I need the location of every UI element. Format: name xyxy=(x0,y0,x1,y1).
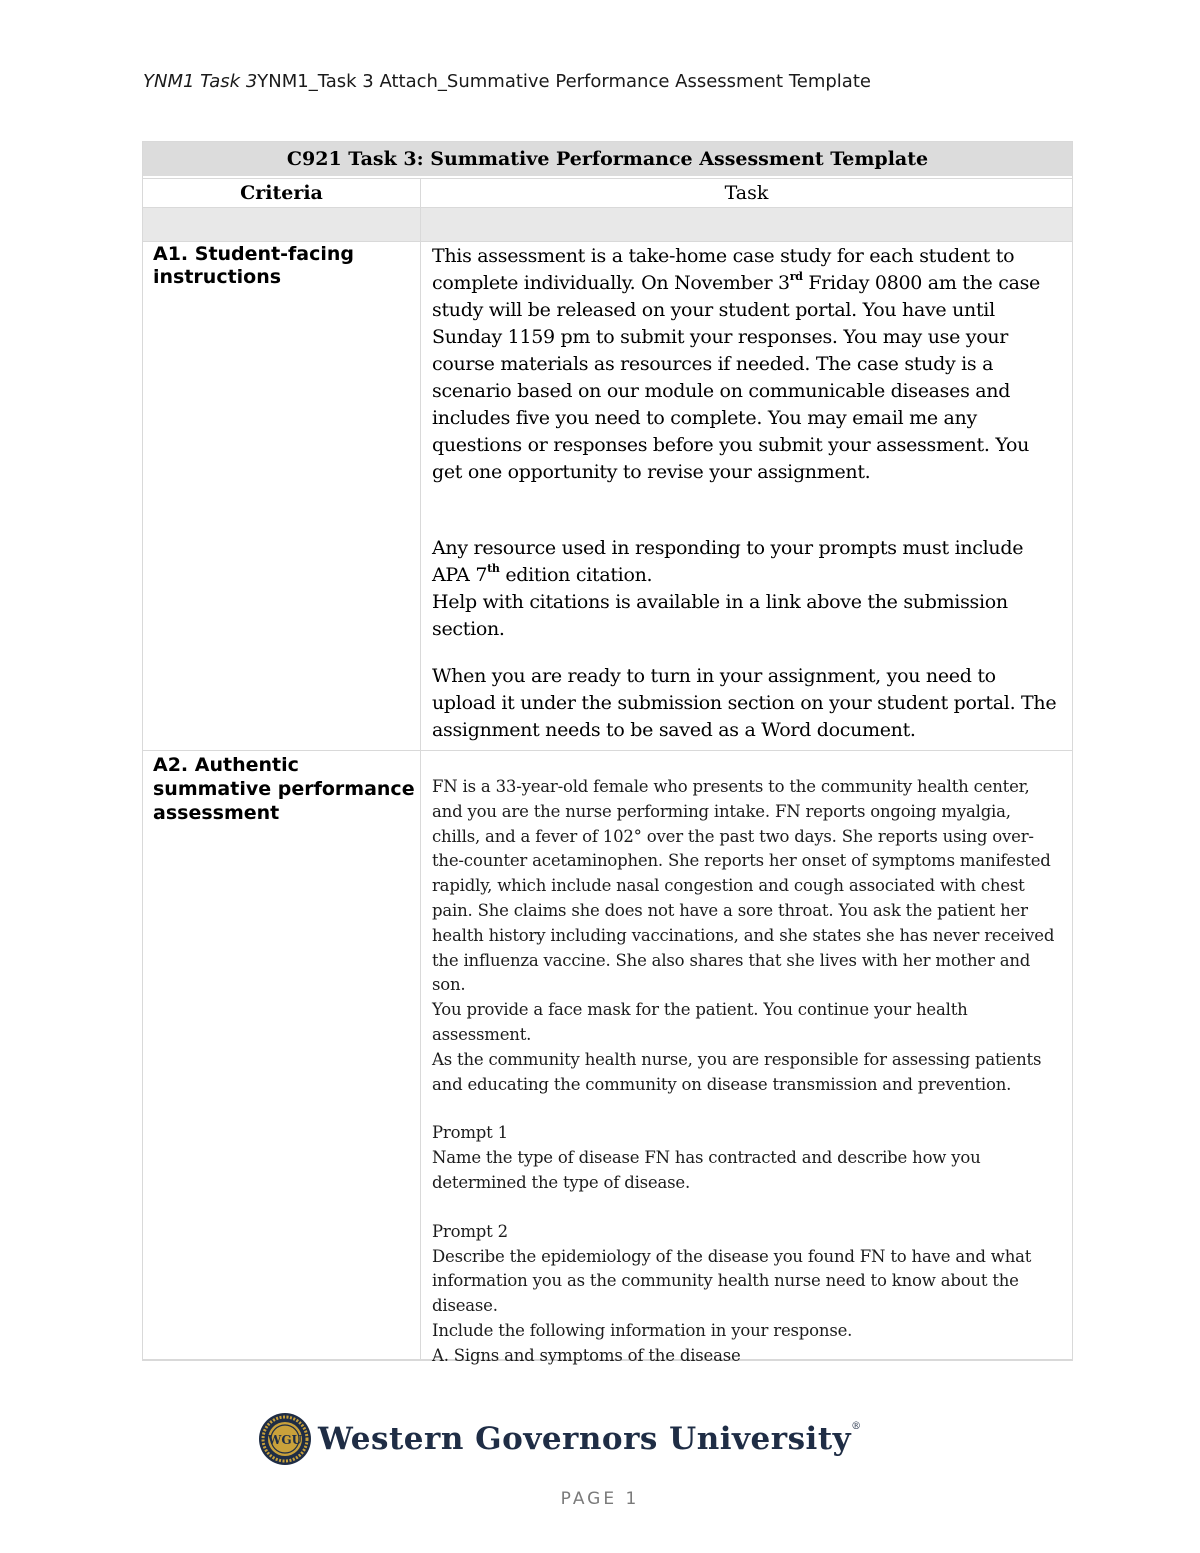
a1-p1-superscript: rd xyxy=(789,269,803,283)
header-italic-part: YNM1 Task 3 xyxy=(143,71,258,92)
wgu-logo xyxy=(258,1412,862,1466)
wordmark-text: Western Governors University xyxy=(318,1421,852,1457)
prompt-1-title: Prompt 1 xyxy=(432,1123,508,1143)
a1-p2-line1: Any resource used in responding to your prompts must include xyxy=(432,537,1024,559)
case-paragraph-2: You provide a face mask for the patient. You continue your health assessment. xyxy=(432,1000,968,1044)
case-paragraph-3: As the community health nurse, you are responsible for assessing patients and educating the community on disease transmission and prevention. xyxy=(432,1049,1042,1094)
university-seal-icon xyxy=(258,1412,312,1466)
task-column-header: Task xyxy=(724,182,769,204)
table-title: C921 Task 3: Summative Performance Assessment Template xyxy=(143,142,1072,178)
a1-p2-line2: APA 7 xyxy=(432,564,488,586)
seal-text: WGU xyxy=(267,1433,303,1447)
a1-paragraph-1 xyxy=(432,243,1062,486)
a1-paragraph-3: Help with citations is available in a link above the submission section. xyxy=(432,591,1008,640)
a2-criteria-cell xyxy=(143,751,421,1359)
a1-task-cell xyxy=(421,242,1072,750)
a1-label: A1. Student-facing instructions xyxy=(153,243,355,288)
prompt-2-title: Prompt 2 xyxy=(432,1221,508,1241)
header-rest: YNM1_Task 3 Attach_Summative Performance Assessment Template xyxy=(257,71,871,92)
a2-label: A2. Authentic summative performance assessment xyxy=(153,754,415,824)
page-number: PAGE 1 xyxy=(560,1489,640,1509)
running-header xyxy=(143,71,871,92)
a1-p1-text-cont: Friday 0800 am the case study will be released on your student portal. You have until Sunday 1159 pm to submit your responses. You may use your course materials as resources if needed. The case study is a scenario based on our module on communicable diseases and includes five you need to complete. You may email me any questions or responses before you submit your assessment. You get one opportunity to revise your assignment. xyxy=(432,272,1040,483)
a1-paragraph-4: When you are ready to turn in your assignment, you need to upload it under the submission section on your student portal. The assignment needs to be saved as a Word document. xyxy=(432,665,1057,741)
a1-p2-line2-cont: edition citation. xyxy=(499,564,653,586)
registered-mark: ® xyxy=(851,1421,862,1432)
spacer-cell-criteria xyxy=(143,208,421,241)
prompt-1-text: Name the type of disease FN has contracted and describe how you determined the type of disease. xyxy=(432,1148,981,1192)
a1-paragraph-2 xyxy=(432,535,1062,589)
case-paragraph-1: FN is a 33-year-old female who presents to the community health center, and you are the nurse performing intake. FN reports ongoing myalgia, chills, and a fever of 102° over the past two days. She reports using over-the-counter acetaminophen. She reports her onset of symptoms manifested rapidly, which include nasal congestion and cough associated with chest pain. She claims she does not have a sore throat. You ask the patient her health history including vaccinations, and she states she has never received the influenza vaccine. She also shares that she lives with her mother and son. xyxy=(432,777,1055,995)
wgu-wordmark xyxy=(318,1421,862,1457)
a1-criteria-cell xyxy=(143,242,421,750)
assessment-table xyxy=(142,141,1073,1365)
a2-task-cell xyxy=(421,751,1072,1365)
a1-p2-superscript: th xyxy=(487,561,500,575)
spacer-cell-task xyxy=(421,208,1072,241)
prompt-2-item-a: A. Signs and symptoms of the disease xyxy=(432,1345,741,1365)
prompt-2-include: Include the following information in your response. xyxy=(432,1320,853,1340)
table-row-a1 xyxy=(143,241,1072,750)
a1-p1-text: This assessment is a take-home case study for each student to complete individually. On November 3 xyxy=(432,245,1015,294)
table-header-row xyxy=(143,178,1072,207)
table-spacer-row xyxy=(143,207,1072,241)
criteria-column-header: Criteria xyxy=(143,179,421,207)
table-row-a2 xyxy=(143,750,1072,1365)
prompt-2-text: Describe the epidemiology of the disease you found FN to have and what information you as the community health nurse need to know about the disease. xyxy=(432,1246,1032,1316)
